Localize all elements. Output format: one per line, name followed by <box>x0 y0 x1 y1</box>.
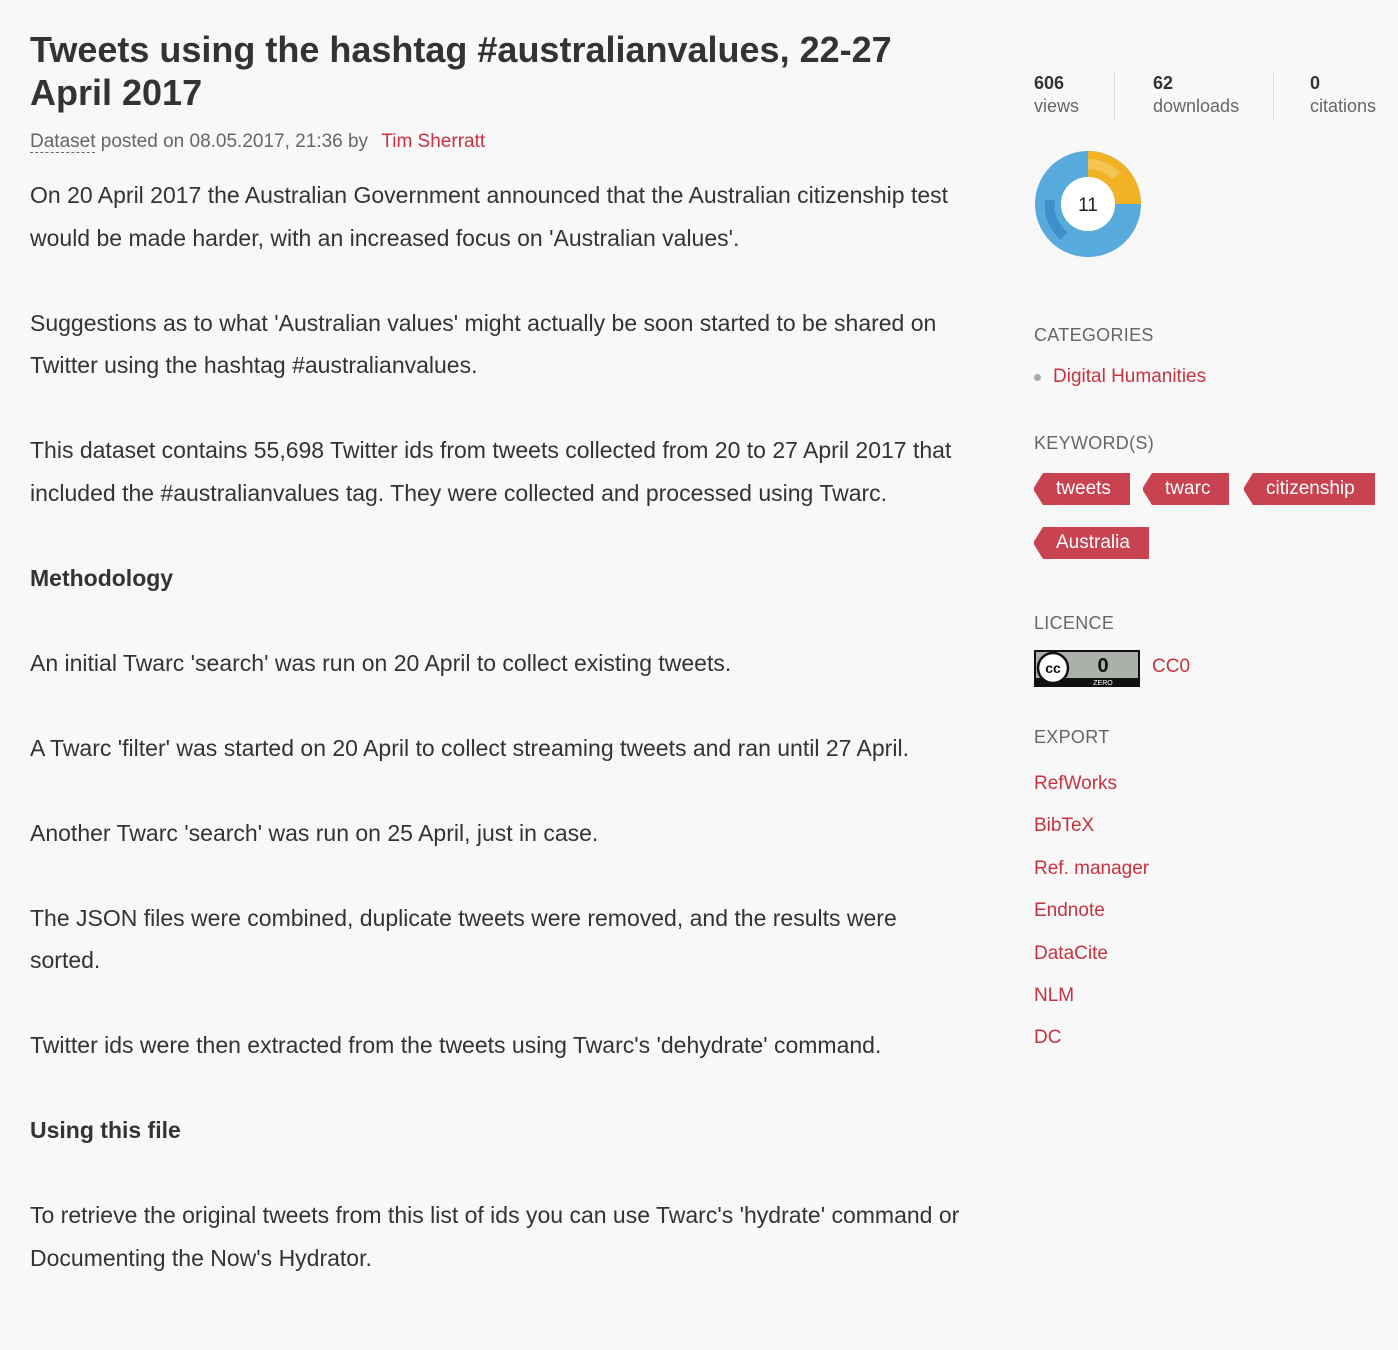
categories-label: CATEGORIES <box>1034 325 1154 345</box>
main-content <box>30 28 970 1322</box>
cc-badge-text: cc <box>1045 660 1061 676</box>
export-ref-manager-link[interactable]: Ref. manager <box>1034 857 1150 879</box>
description-paragraph: Twitter ids were then extracted from the tweets using Twarc's 'dehydrate' command. <box>30 1032 882 1058</box>
views-label: views <box>1034 96 1080 116</box>
description-paragraph: The JSON files were combined, duplicate tweets were removed, and the results were sorted. <box>30 904 897 973</box>
posted-meta <box>30 130 970 154</box>
cc0-badge-icon[interactable] <box>1034 650 1140 687</box>
licence-label: LICENCE <box>1034 613 1115 633</box>
export-bibtex-link[interactable]: BibTeX <box>1034 815 1095 837</box>
description-paragraph: This dataset contains 55,698 Twitter ids from tweets collected from 20 to 27 April 2017 that included the #australianvalues tag. They were collected and processed using Twarc. <box>30 437 952 506</box>
description-paragraph: Another Twarc 'search' was run on 25 April, just in case. <box>30 819 599 846</box>
category-digital-humanities-link[interactable]: Digital Humanities <box>1053 366 1207 387</box>
posted-text: posted on 08.05.2017, 21:36 by <box>100 131 369 152</box>
zero-badge-digit: 0 <box>1097 655 1109 677</box>
using-file-heading: Using this file <box>30 1117 181 1143</box>
views-count: 606 <box>1034 73 1065 93</box>
export-endnote-link[interactable]: Endnote <box>1034 900 1105 922</box>
downloads-count: 62 <box>1153 73 1174 93</box>
description-paragraph: A Twarc 'filter' was started on 20 April to collect streaming tweets and ran until 27 April. <box>30 734 909 761</box>
author-link[interactable]: Tim Sherratt <box>381 131 486 152</box>
description-paragraph: An initial Twarc 'search' was run on 20 April to collect existing tweets. <box>30 649 732 676</box>
methodology-heading: Methodology <box>30 564 174 591</box>
description-paragraph: Suggestions as to what 'Australian values' might actually be soon started to be shared on Twitter using the hashtag #australianvalues. <box>30 309 937 378</box>
export-datacite-link[interactable]: DataCite <box>1034 942 1108 964</box>
export-refworks-link[interactable]: RefWorks <box>1034 773 1118 794</box>
item-type[interactable]: Dataset <box>30 131 96 152</box>
keyword-tag-tweets[interactable]: tweets <box>1034 473 1130 505</box>
stat-views <box>1034 72 1114 120</box>
stats-bar <box>1034 72 1398 120</box>
keyword-tag-twarc[interactable]: twarc <box>1143 473 1229 505</box>
citations-count: 0 <box>1310 73 1321 93</box>
bullet-icon <box>1034 374 1041 381</box>
export-list <box>1034 772 1149 1069</box>
stat-downloads <box>1114 72 1273 120</box>
description <box>30 174 970 1279</box>
altmetric-score: 11 <box>1078 195 1098 216</box>
sidebar <box>1034 72 1398 1049</box>
zero-badge-text: ZERO <box>1093 680 1113 687</box>
keyword-tag-australia[interactable]: Australia <box>1034 527 1149 559</box>
keyword-tag-citizenship[interactable]: citizenship <box>1244 473 1375 505</box>
category-item <box>1034 366 1206 388</box>
description-paragraph: On 20 April 2017 the Australian Government announced that the Australian citizenship test would be made harder, with an increased focus on 'Australian values'. <box>30 182 949 251</box>
description-paragraph: To retrieve the original tweets from this list of ids you can use Twarc's 'hydrate' command or Documenting the Now's Hydrator. <box>30 1202 960 1271</box>
export-dc-link[interactable]: DC <box>1034 1027 1062 1049</box>
export-nlm-link[interactable]: NLM <box>1034 984 1075 1006</box>
citations-label: citations <box>1310 96 1377 116</box>
altmetric-donut[interactable] <box>1034 150 1142 258</box>
keywords-label: KEYWORD(S) <box>1034 433 1154 453</box>
page-title: Tweets using the hashtag #australianvalues, 22-27 April 2017 <box>30 29 892 113</box>
stat-citations <box>1273 72 1376 120</box>
licence-cc0-link[interactable]: CC0 <box>1152 656 1191 677</box>
downloads-label: downloads <box>1153 96 1240 116</box>
export-label: EXPORT <box>1034 727 1110 747</box>
